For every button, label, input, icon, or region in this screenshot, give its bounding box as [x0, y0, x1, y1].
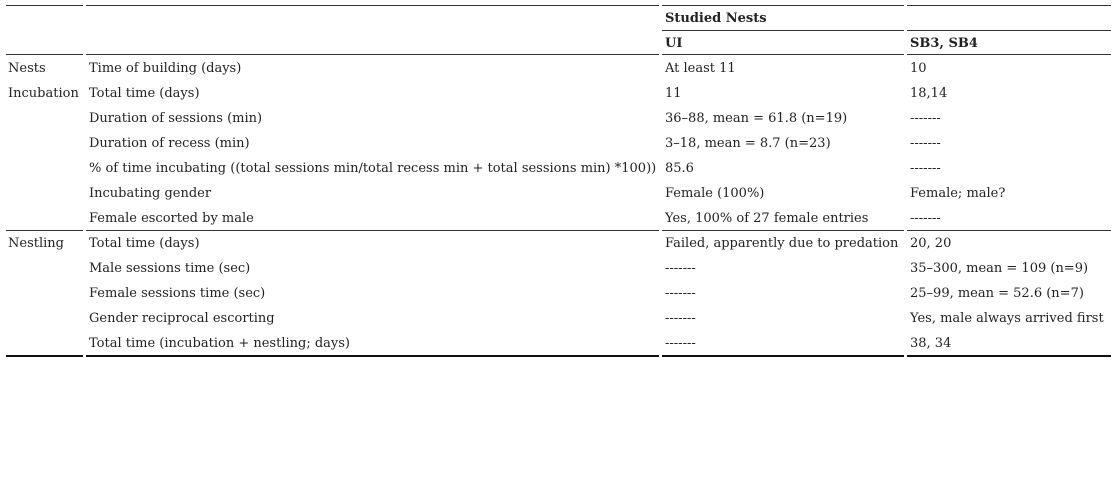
- parameter-cell: Duration of recess (min): [89, 136, 250, 151]
- sb-value-cell: -------: [910, 161, 941, 176]
- section-cell: [6, 305, 85, 330]
- table-bottom-rule: [6, 355, 1111, 357]
- section-cell: [6, 205, 85, 230]
- table-row: [6, 105, 1111, 130]
- sb-value-cell: -------: [910, 136, 941, 151]
- parameter-cell: Total time (days): [89, 236, 200, 251]
- header-row-columns: [6, 30, 1111, 55]
- ui-value-cell: Yes, 100% of 27 female entries: [665, 211, 869, 226]
- parameter-cell: Total time (days): [89, 86, 200, 101]
- ui-value-cell: -------: [665, 336, 696, 351]
- section-cell: Nests: [8, 61, 46, 76]
- ui-value-cell: 85.6: [665, 161, 694, 176]
- section-cell: Nestling: [8, 236, 64, 251]
- section-cell: [6, 130, 85, 155]
- table-body: [6, 55, 1111, 357]
- sb-value-cell: 35–300, mean = 109 (n=9): [910, 261, 1089, 276]
- header-sb: SB3, SB4: [910, 36, 978, 51]
- ui-value-cell: Female (100%): [665, 186, 765, 201]
- sb-value-cell: 25–99, mean = 52.6 (n=7): [910, 286, 1084, 301]
- bottom-rule-segment: [6, 355, 83, 357]
- table-row: [6, 55, 1111, 80]
- table-row: [6, 180, 1111, 205]
- table-row: [6, 255, 1111, 280]
- section-cell: [6, 155, 85, 180]
- sb-value-cell: Female; male?: [910, 186, 1006, 201]
- sb-value-cell: -------: [910, 211, 941, 226]
- ui-value-cell: 36–88, mean = 61.8 (n=19): [665, 111, 848, 126]
- parameter-cell: % of time incubating ((total sessions min/total recess min + total sessions min) *100)): [89, 161, 657, 176]
- section-cell: [6, 280, 85, 305]
- table-row: [6, 80, 1111, 105]
- ui-value-cell: At least 11: [665, 61, 736, 76]
- bottom-rule-segment: [907, 355, 1111, 357]
- table-row: [6, 205, 1111, 230]
- parameter-cell: Male sessions time (sec): [89, 261, 251, 276]
- section-cell: [6, 105, 85, 130]
- ui-value-cell: -------: [665, 311, 696, 326]
- parameter-cell: Total time (incubation + nestling; days): [89, 336, 350, 351]
- bottom-rule-segment: [662, 355, 904, 357]
- ui-value-cell: -------: [665, 261, 696, 276]
- sb-value-cell: Yes, male always arrived first: [910, 311, 1104, 326]
- ui-value-cell: -------: [665, 286, 696, 301]
- section-cell: [6, 255, 85, 280]
- sb-value-cell: -------: [910, 111, 941, 126]
- section-cell: [6, 330, 85, 355]
- parameter-cell: Gender reciprocal escorting: [89, 311, 275, 326]
- parameter-cell: Time of building (days): [89, 61, 242, 76]
- ui-value-cell: 11: [665, 86, 682, 101]
- table-row: [6, 305, 1111, 330]
- header-row-group: [6, 5, 1111, 30]
- table-row: [6, 230, 1111, 255]
- sb-value-cell: 18,14: [910, 86, 948, 101]
- parameter-cell: Incubating gender: [89, 186, 212, 201]
- table-row: [6, 130, 1111, 155]
- parameter-cell: Duration of sessions (min): [89, 111, 263, 126]
- parameter-cell: Female escorted by male: [89, 211, 254, 226]
- table-row: [6, 280, 1111, 305]
- sb-value-cell: 38, 34: [910, 336, 952, 351]
- sb-value-cell: 10: [910, 61, 927, 76]
- bottom-rule-segment: [86, 355, 659, 357]
- ui-value-cell: 3–18, mean = 8.7 (n=23): [665, 136, 831, 151]
- sb-value-cell: 20, 20: [910, 236, 952, 251]
- section-cell: Incubation: [8, 86, 79, 101]
- header-studied-nests: Studied Nests: [665, 11, 767, 26]
- section-cell: [6, 180, 85, 205]
- header-ui: UI: [665, 36, 683, 51]
- table-row: [6, 330, 1111, 355]
- ui-value-cell: Failed, apparently due to predation: [665, 236, 899, 251]
- parameter-cell: Female sessions time (sec): [89, 286, 266, 301]
- table-row: [6, 155, 1111, 180]
